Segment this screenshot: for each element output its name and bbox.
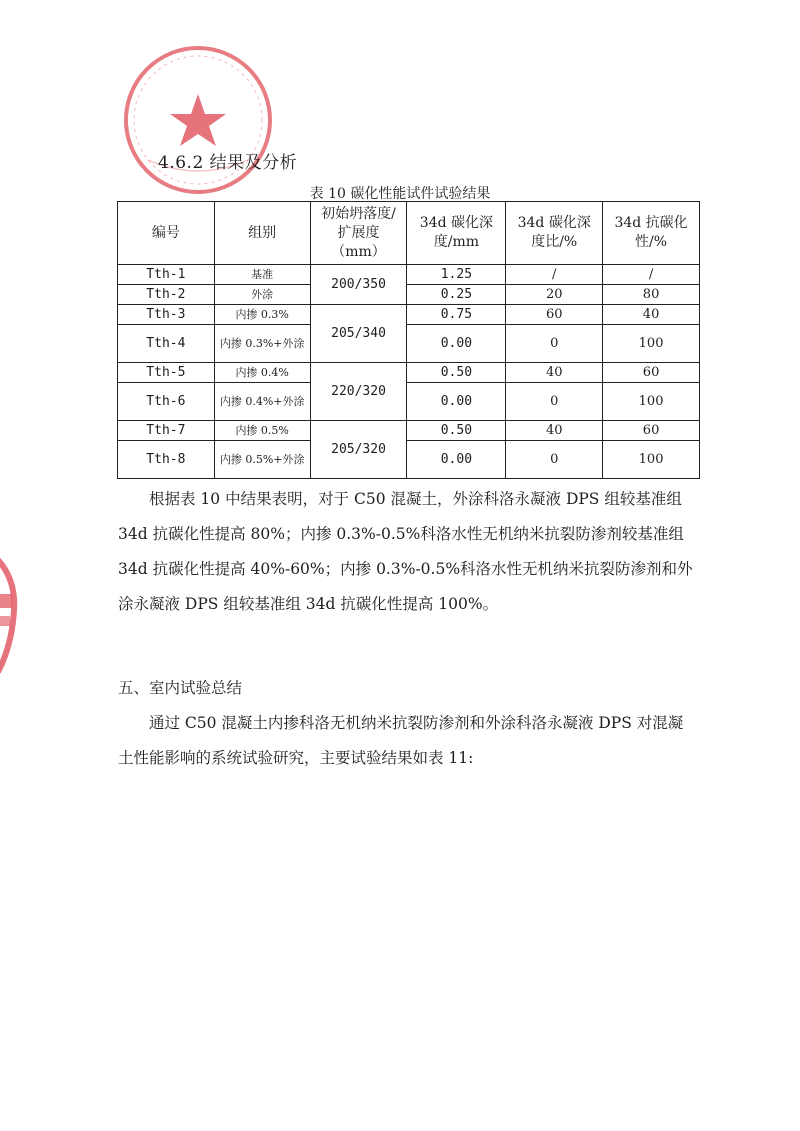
row-ratio: 40: [506, 363, 603, 383]
carbonation-results-table: [117, 201, 700, 479]
table-row: [118, 325, 700, 363]
section5-block: [118, 671, 698, 776]
header-slump: 初始坍落度/扩展度（mm）: [310, 202, 407, 265]
header-group: 组别: [214, 202, 310, 265]
table-row: [118, 441, 700, 479]
table-caption: 表 10 碳化性能试件试验结果: [309, 186, 491, 202]
row-resistance: 40: [603, 305, 700, 325]
row-id: Tth-6: [118, 383, 215, 421]
row-ratio: 0: [506, 441, 603, 479]
table-row: [118, 421, 700, 441]
header-depth-ratio: 34d 碳化深度比/%: [506, 202, 603, 265]
row-ratio: 40: [506, 421, 603, 441]
row-ratio: 60: [506, 305, 603, 325]
row-depth: 0.50: [407, 421, 506, 441]
table-row: [118, 265, 700, 285]
row-id: Tth-4: [118, 325, 215, 363]
row-ratio: /: [506, 265, 603, 285]
row-depth: 0.50: [407, 363, 506, 383]
analysis-paragraph: [118, 482, 698, 622]
star-icon: [170, 94, 226, 146]
row-id: Tth-2: [118, 285, 215, 305]
table-row: [118, 363, 700, 383]
analysis-text: 根据表 10 中结果表明，对于 C50 混凝土，外涂科洛永凝液 DPS 组较基准组 34d 抗碳化性提高 80%；内掺 0.3%-0.5%科洛水性无机纳米抗裂防渗剂较基准组 34d 抗碳化性提高 40%-60%；内掺 0.3%-0.5%科洛水性无机纳米抗裂防渗剂和外涂永凝液 DPS 组较基准组 34d 抗碳化性提高 100%。: [118, 490, 693, 613]
row-id: Tth-3: [118, 305, 215, 325]
edge-stamp-fragment: [0, 550, 24, 680]
section-heading: 4.6.2 结果及分析: [158, 153, 298, 173]
table-row: [118, 285, 700, 305]
row-resistance: 100: [603, 383, 700, 421]
row-resistance: /: [603, 265, 700, 285]
summary-text: 通过 C50 混凝土内掺科洛无机纳米抗裂防渗剂和外涂科洛永凝液 DPS 对混凝土性能影响的系统试验研究，主要试验结果如表 11:: [118, 714, 684, 767]
row-id: Tth-7: [118, 421, 215, 441]
row-group: 外涂: [214, 285, 310, 305]
row-slump: 200/350: [310, 265, 407, 305]
red-seal-stamp: [108, 42, 290, 202]
row-slump: 205/320: [310, 421, 407, 479]
row-resistance: 100: [603, 325, 700, 363]
row-group: 基准: [214, 265, 310, 285]
row-group: 内掺 0.4%+外涂: [214, 383, 310, 421]
header-id: 编号: [118, 202, 215, 265]
row-id: Tth-8: [118, 441, 215, 479]
row-depth: 0.00: [407, 383, 506, 421]
row-id: Tth-5: [118, 363, 215, 383]
section5-title: 五、室内试验总结: [118, 679, 243, 697]
row-ratio: 0: [506, 325, 603, 363]
row-depth: 0.00: [407, 325, 506, 363]
row-resistance: 60: [603, 421, 700, 441]
row-depth: 0.25: [407, 285, 506, 305]
row-group: 内掺 0.3%+外涂: [214, 325, 310, 363]
row-depth: 0.75: [407, 305, 506, 325]
row-group: 内掺 0.4%: [214, 363, 310, 383]
row-resistance: 80: [603, 285, 700, 305]
table-row: [118, 383, 700, 421]
table-header-row: [118, 202, 700, 265]
row-depth: 0.00: [407, 441, 506, 479]
table-row: [118, 305, 700, 325]
row-id: Tth-1: [118, 265, 215, 285]
row-slump: 220/320: [310, 363, 407, 421]
header-carbonation-depth: 34d 碳化深度/mm: [407, 202, 506, 265]
row-resistance: 100: [603, 441, 700, 479]
row-slump: 205/340: [310, 305, 407, 363]
row-group: 内掺 0.5%+外涂: [214, 441, 310, 479]
row-ratio: 20: [506, 285, 603, 305]
row-ratio: 0: [506, 383, 603, 421]
row-group: 内掺 0.3%: [214, 305, 310, 325]
header-carbonation-resistance: 34d 抗碳化性/%: [603, 202, 700, 265]
row-depth: 1.25: [407, 265, 506, 285]
row-group: 内掺 0.5%: [214, 421, 310, 441]
row-resistance: 60: [603, 363, 700, 383]
